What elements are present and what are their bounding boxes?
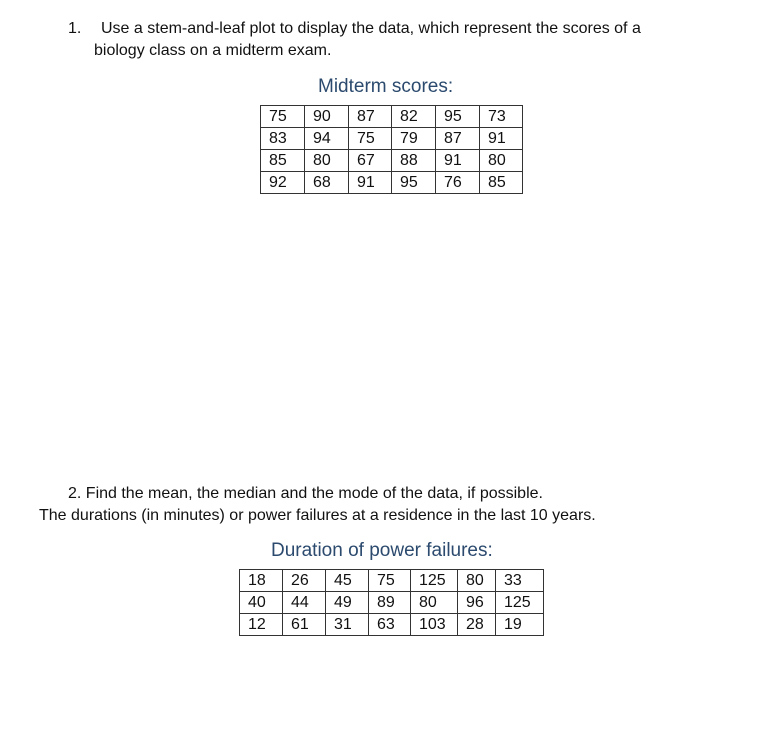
table-cell: 44 bbox=[283, 592, 326, 614]
question-2-text-line-2: The durations (in minutes) or power failures at a residence in the last 10 years. bbox=[39, 507, 596, 524]
table-cell: 80 bbox=[411, 592, 458, 614]
midterm-scores-table bbox=[260, 105, 523, 194]
table-cell: 92 bbox=[261, 172, 305, 194]
table-cell: 82 bbox=[392, 106, 436, 128]
table-cell: 40 bbox=[240, 592, 283, 614]
table-cell: 91 bbox=[436, 150, 480, 172]
table-cell: 125 bbox=[411, 570, 458, 592]
table-cell: 80 bbox=[480, 150, 523, 172]
table-cell: 85 bbox=[261, 150, 305, 172]
table-cell: 45 bbox=[326, 570, 369, 592]
table-cell: 87 bbox=[436, 128, 480, 150]
table-cell: 89 bbox=[369, 592, 411, 614]
table-cell: 26 bbox=[283, 570, 326, 592]
table-cell: 95 bbox=[436, 106, 480, 128]
table-cell: 91 bbox=[349, 172, 392, 194]
table-cell: 75 bbox=[261, 106, 305, 128]
power-failures-table bbox=[239, 569, 544, 636]
table-cell: 94 bbox=[305, 128, 349, 150]
table-cell: 88 bbox=[392, 150, 436, 172]
table-cell: 63 bbox=[369, 614, 411, 636]
table-cell: 49 bbox=[326, 592, 369, 614]
table-row bbox=[261, 172, 523, 194]
table-cell: 67 bbox=[349, 150, 392, 172]
table-cell: 83 bbox=[261, 128, 305, 150]
table-row bbox=[240, 570, 544, 592]
table-row bbox=[261, 128, 523, 150]
table-cell: 95 bbox=[392, 172, 436, 194]
table-cell: 33 bbox=[496, 570, 544, 592]
question-1-text-line-1: Use a stem-and-leaf plot to display the data, which represent the scores of a bbox=[101, 20, 641, 37]
table-row bbox=[261, 106, 523, 128]
table-cell: 73 bbox=[480, 106, 523, 128]
table-row bbox=[240, 614, 544, 636]
table-cell: 90 bbox=[305, 106, 349, 128]
table-cell: 96 bbox=[458, 592, 496, 614]
table-cell: 12 bbox=[240, 614, 283, 636]
midterm-scores-title: Midterm scores: bbox=[318, 76, 454, 97]
table-cell: 80 bbox=[305, 150, 349, 172]
table-cell: 19 bbox=[496, 614, 544, 636]
table-cell: 103 bbox=[411, 614, 458, 636]
table-cell: 87 bbox=[349, 106, 392, 128]
power-failures-title: Duration of power failures: bbox=[271, 540, 493, 561]
table-cell: 61 bbox=[283, 614, 326, 636]
table-cell: 68 bbox=[305, 172, 349, 194]
table-row bbox=[261, 150, 523, 172]
table-cell: 76 bbox=[436, 172, 480, 194]
table-cell: 75 bbox=[369, 570, 411, 592]
question-1-number: 1. bbox=[68, 20, 82, 37]
question-1-text-line-2: biology class on a midterm exam. bbox=[94, 42, 332, 59]
table-cell: 85 bbox=[480, 172, 523, 194]
table-cell: 31 bbox=[326, 614, 369, 636]
question-2-text-line-1: 2. Find the mean, the median and the mode of the data, if possible. bbox=[68, 485, 543, 502]
table-cell: 28 bbox=[458, 614, 496, 636]
table-cell: 79 bbox=[392, 128, 436, 150]
table-cell: 80 bbox=[458, 570, 496, 592]
table-cell: 75 bbox=[349, 128, 392, 150]
table-cell: 18 bbox=[240, 570, 283, 592]
table-row bbox=[240, 592, 544, 614]
table-cell: 125 bbox=[496, 592, 544, 614]
table-cell: 91 bbox=[480, 128, 523, 150]
